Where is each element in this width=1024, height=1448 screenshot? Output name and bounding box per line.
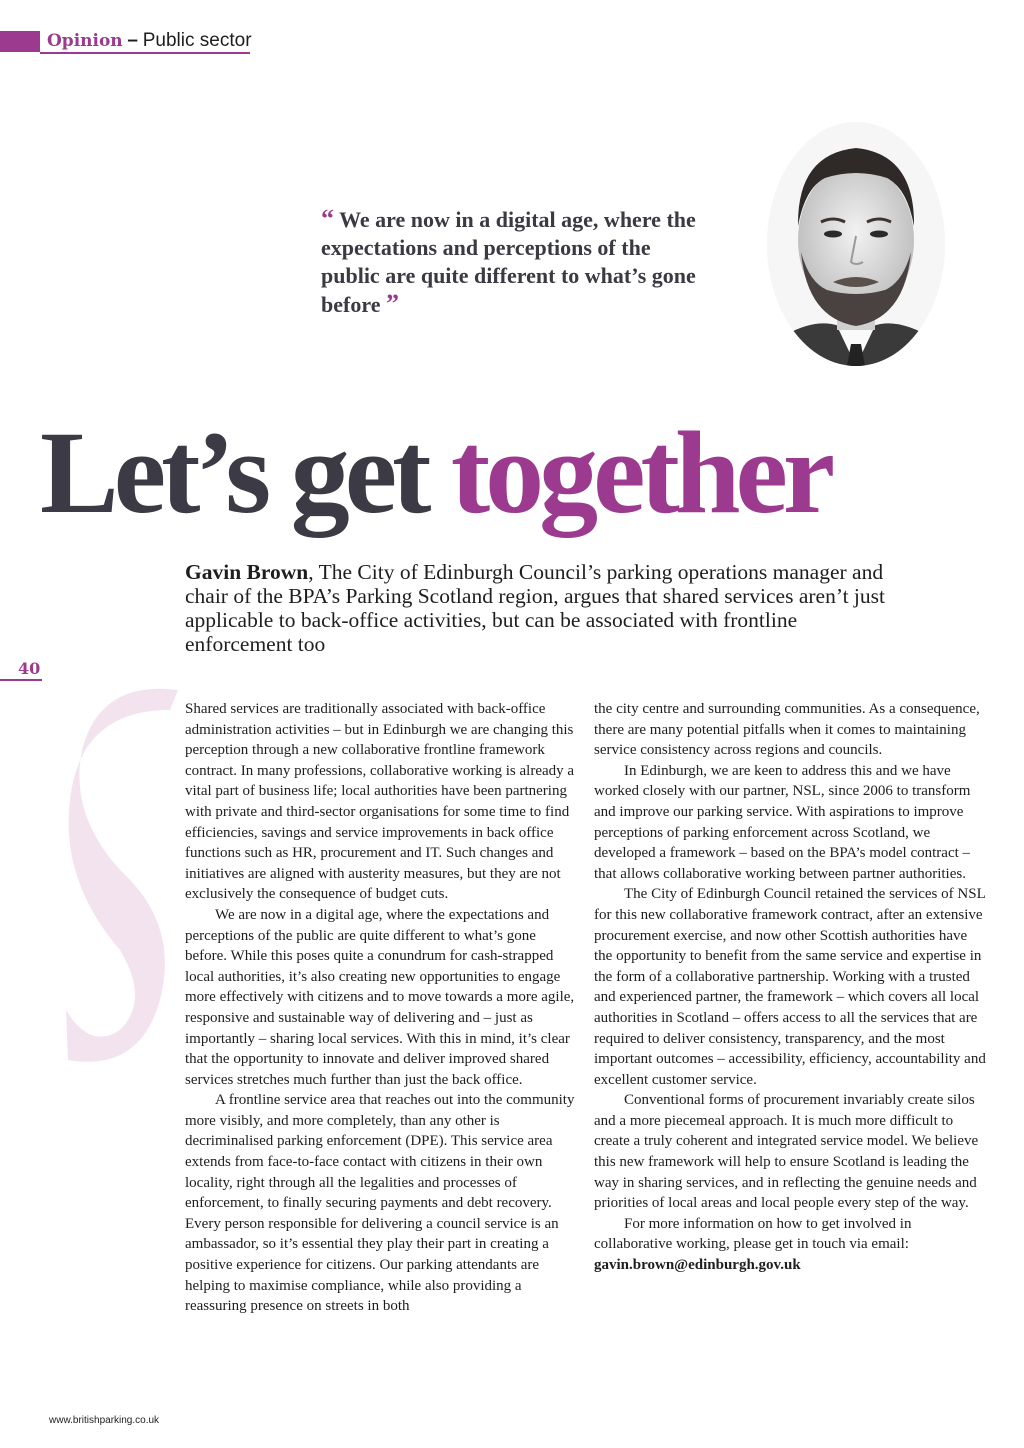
open-quote-icon: “: [321, 204, 334, 233]
standfirst: [185, 560, 885, 656]
pull-quote: [321, 205, 701, 319]
body-paragraph: the city centre and surrounding communities. As a consequence, there are many potential pitfalls when it comes to maintaining service consistency across regions and councils.: [594, 701, 980, 759]
headline: [40, 408, 830, 538]
section-subcategory: Public sector: [142, 30, 252, 51]
page-number: 40: [18, 659, 41, 678]
close-quote-icon: ”: [385, 289, 399, 318]
page-number-rule: [0, 679, 42, 681]
pull-quote-text: We are now in a digital age, where the expectations and perceptions of the public are quite different to what’s gone before: [321, 207, 696, 317]
body-paragraph: In Edinburgh, we are keen to address this and we have worked closely with our partner, NSL, since 2006 to transform and improve our parking service. With aspirations to improve perceptions of parking enforcement across Scotland, we developed a framework – based on the BPA’s model contract – that allows collaborative working between partner authorities.: [594, 762, 971, 882]
section-color-bar: [0, 31, 40, 52]
standfirst-text: , The City of Edinburgh Council’s parking operations manager and chair of the BPA’s Parking Scotland region, argues that shared services aren’t just applicable to back-office activities, but can be associated with frontline enforcement too: [185, 560, 885, 656]
body-paragraph: We are now in a digital age, where the expectations and perceptions of the public are quite different to what’s gone before. While this poses quite a conundrum for cash-strapped local authorities, it’s also creating new opportunities to engage more effectively with citizens and to move towards a more agile, responsive and sustainable way of delivering and – just as importantly – sharing local services. With this in mind, it’s clear that the opportunity to innovate and deliver improved shared services stretches much further than just the back office.: [185, 906, 575, 1088]
headline-part-2: together: [450, 407, 831, 538]
section-separator: –: [127, 30, 138, 51]
body-paragraph: Conventional forms of procurement invariably create silos and a more piecemeal approach. It is much more difficult to create a truly coherent and integrated service model. We believe this new framework will help to ensure Scotland is leading the way in sharing services, and in reflecting the genuine needs and priorities of local areas and local people every step of the way.: [594, 1092, 979, 1212]
contact-email-link[interactable]: gavin.brown@edinburgh.gov.uk: [594, 1257, 801, 1274]
section-category: Opinion: [47, 31, 123, 51]
body-column-right: [594, 699, 986, 1276]
body-paragraph: Shared services are traditionally associated with back-office administration activities – but in Edinburgh we are changing this perception through a new collaborative frontline framework contract. In many professions, collaborative working is already a vital part of business life; local authorities have been partnering with private and third-sector organisations for some time to find efficiencies, savings and service improvements in back office functions such as HR, procurement and IT. Such changes and initiatives are aligned with austerity measures, but they are not exclusively the consequence of budget cuts.: [185, 701, 575, 903]
author-portrait: [767, 122, 945, 366]
body-paragraph: The City of Edinburgh Council retained the services of NSL for this new collaborative framework contract, after an extensive procurement exercise, and now other Scottish authorities have the opportunity to benefit from the same service and expertise in the form of a collaborative partnership. Working with a trusted and experienced partner, the framework – which covers all local authorities in Scotland – offers access to all the services that are required to deliver consistency, transparency, and the most important outcomes – accessibility, efficiency, accountability and excellent customer service.: [594, 886, 986, 1088]
footer-website-link[interactable]: www.britishparking.co.uk: [49, 1415, 160, 1426]
decorative-drop-letter: [60, 680, 180, 1080]
section-underline: [40, 52, 250, 54]
headline-part-1: Let’s get: [40, 407, 427, 538]
body-paragraph: A frontline service area that reaches out into the community more visibly, and more completely, than any other is decriminalised parking enforcement (DPE). This service area extends from face-to-face contact with citizens in their own locality, right through all the legalities and processes of enforcement, to finally securing payments and debt recovery. Every person responsible for delivering a council service is an ambassador, so it’s essential they play their part in creating a positive experience for citizens. Our parking attendants are helping to maximise compliance, while also providing a reassuring presence on streets in both: [185, 1092, 575, 1315]
drop-letter-s-shape: [60, 680, 180, 1080]
person-portrait-icon: [767, 122, 945, 366]
body-paragraph: For more information on how to get involved in collaborative working, please get in touch via email:: [594, 1215, 912, 1253]
body-column-left: [185, 699, 577, 1317]
author-name: Gavin Brown: [185, 560, 309, 584]
section-header: [47, 30, 252, 52]
